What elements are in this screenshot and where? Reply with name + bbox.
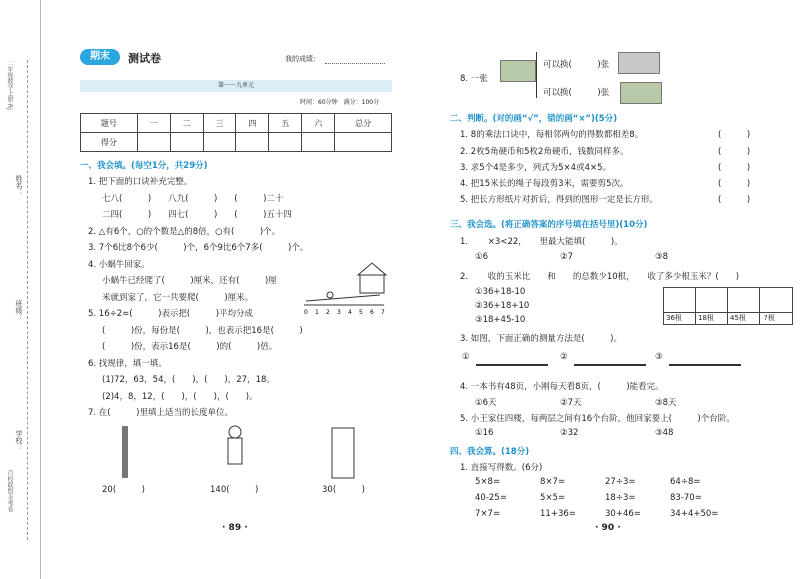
choice-option: ①6天 [475, 398, 497, 408]
spine-text: 二年级数学上册·RJ [6, 60, 13, 110]
choice-option: ② [560, 352, 568, 362]
choice-option: ③ [655, 352, 663, 362]
table-row [81, 133, 392, 152]
ruler-tick: 7 [381, 309, 385, 316]
question-5b: ( )份，每份是( )，也表示把16是( ) [102, 326, 303, 336]
table-cell [170, 133, 203, 152]
choice-option: ①16 [475, 428, 494, 438]
judge-3: 3. 求5个4是多少，列式为5×4或4×5。 [460, 163, 612, 173]
section-1-title: 一、我会填。(每空1分，共29分) [80, 161, 208, 171]
calc-item: 27÷3= [605, 477, 636, 487]
question-3: 3. 7个6比8个6少( )个，6个9比6个7多( )个。 [88, 243, 309, 253]
judge-2: 2. 2枚5角硬币和5枚2角硬币，钱数同样多。 [460, 147, 629, 157]
corn-table [663, 287, 793, 325]
calc-item: 7×7= [475, 509, 501, 519]
table-cell: 四 [236, 114, 269, 133]
unit-band: 第一～九单元 [80, 80, 392, 92]
judge-bracket: ( ) [718, 147, 751, 157]
question-1a: 七八( ) 八九( ) ( )二十 [102, 194, 284, 204]
question-5a: 5. 16÷2=( )表示把( )平均分成 [88, 309, 254, 319]
page-header [80, 47, 390, 69]
question-1: 1. 把下面的口诀补充完整。 [88, 177, 193, 187]
question-8: 8. 一张 [460, 74, 488, 84]
question-8b: 可以换( )张 [543, 88, 610, 98]
choice-option: ③8 [655, 252, 669, 262]
banknote-icon [620, 82, 662, 104]
choice-option: ③8天 [655, 398, 677, 408]
girl-icon [229, 426, 241, 438]
bracket-line [536, 52, 537, 98]
calc-item: 83-70= [670, 493, 702, 503]
house-icon [360, 275, 384, 293]
question-6a: (1)72，63，54，( )，( )，27，18。 [102, 375, 275, 385]
calc-item: 11+36= [540, 509, 576, 519]
binding-margin [0, 0, 41, 579]
section-4-title: 四、我会算。(18分) [450, 447, 530, 457]
question-1b: 二四( ) 四七( ) ( )五十四 [102, 210, 292, 220]
judge-4: 4. 把15米长的绳子每段剪3米，需要剪5次。 [460, 179, 629, 189]
table-cell [137, 133, 170, 152]
table-cell [302, 133, 335, 152]
question-4: 4. 小蜗牛回家。 [88, 260, 150, 270]
ruler-tick: 4 [348, 309, 352, 316]
score-label: 我的成绩： [285, 55, 320, 63]
choice-5: 5. 小王家住四楼，每两层之间有16个台阶，他回家要上( )个台阶。 [460, 414, 735, 424]
section-3-title: 三、我会选。(将正确答案的序号填在括号里)(10分) [450, 220, 648, 230]
table-cell: 一 [137, 114, 170, 133]
side-text: 百校联盟金考卷 [6, 470, 13, 512]
ruler-tick: 3 [337, 309, 341, 316]
table-cell: 三 [203, 114, 236, 133]
cut-line [27, 60, 28, 540]
choice-option: ③48 [655, 428, 674, 438]
choice-3: 3. 如图，下面正确的测量方法是( )。 [460, 334, 622, 344]
calc-item: 18÷3= [605, 493, 636, 503]
choice-option: ③18+45-10 [475, 315, 526, 325]
snail-ruler-illustration [300, 255, 392, 317]
judge-bracket: ( ) [718, 163, 751, 173]
calc-item: 40-25= [475, 493, 507, 503]
choice-option: ① [462, 352, 470, 362]
answer-7c: 30( ) [322, 485, 365, 495]
table-cell: 五 [269, 114, 302, 133]
table-cell [236, 133, 269, 152]
question-4b: 米就到家了，它一共要爬( )厘米。 [102, 293, 254, 303]
choice-option: ②7 [560, 252, 574, 262]
question-8a: 可以换( )张 [543, 60, 610, 70]
question-2: 2. △有6个，○的个数是△的8倍，○有( )个。 [88, 227, 281, 237]
choice-option: ②36+18+10 [475, 301, 530, 311]
choice-1: 1. ×3<22， 里最大能填( )。 [460, 237, 623, 247]
judge-5: 5. 把长方形纸片对折后，得到的图形一定是长方形。 [460, 195, 658, 205]
ruler-tick: 0 [304, 309, 308, 316]
ruler-tick: 1 [315, 309, 319, 316]
corn-count: ?根 [764, 314, 775, 322]
calc-item: 5×8= [475, 477, 501, 487]
corn-count: 45根 [730, 314, 746, 322]
corn-count: 18根 [698, 314, 714, 322]
answer-7b: 140( ) [210, 485, 259, 495]
section-2-title: 二、判断。(对的画“√”，错的画“×”)(5分) [450, 114, 618, 124]
banknote-icon [500, 60, 536, 82]
choice-option: ②7天 [560, 398, 582, 408]
judge-bracket: ( ) [718, 195, 751, 205]
calc-item: 5×5= [540, 493, 566, 503]
building-icon [332, 428, 354, 478]
question-6b: (2)4，8，12，( )，( )，( )。 [102, 392, 258, 402]
score-line [325, 63, 385, 64]
question-5c: ( )份，表示16是( )的( )倍。 [102, 342, 278, 352]
measure-diagram-1 [476, 346, 548, 366]
judge-bracket: ( ) [718, 179, 751, 189]
choice-4: 4. 一本书有48页，小刚每天看8页，( )能看完。 [460, 382, 664, 392]
measure-diagram-3 [669, 346, 741, 366]
answer-7a: 20( ) [102, 485, 145, 495]
judge-bracket: ( ) [718, 130, 751, 140]
final-badge: 期末 [80, 49, 120, 65]
slope-line [306, 295, 380, 301]
ruler-tick: 5 [359, 309, 363, 316]
table-cell: 二 [170, 114, 203, 133]
page-number-right: · 90 · [595, 523, 621, 533]
snail-icon [327, 292, 333, 298]
class-label: 班级： [15, 300, 23, 321]
name-label: 姓名： [15, 175, 23, 196]
measure-diagram-2 [574, 346, 646, 366]
house-roof [358, 263, 386, 275]
table-cell: 得分 [81, 133, 138, 152]
calc-item: 34+4+50= [670, 509, 719, 519]
table-cell: 题号 [81, 114, 138, 133]
corn-count: 36根 [666, 314, 682, 322]
banknote-icon [618, 52, 660, 74]
calc-item: 64÷8= [670, 477, 701, 487]
choice-option: ①36+18-10 [475, 287, 526, 297]
pencil-icon [122, 426, 128, 478]
table-row [81, 114, 392, 133]
table-cell [269, 133, 302, 152]
choice-option: ②32 [560, 428, 579, 438]
judge-1: 1. 8的乘法口诀中，每相邻两句的得数都相差8。 [460, 130, 644, 140]
ruler-tick: 2 [326, 309, 330, 316]
page-number-left: · 89 · [222, 523, 248, 533]
table-cell: 六 [302, 114, 335, 133]
question-4a: 小蜗牛已经爬了( )厘米，还有( )厘 [102, 276, 277, 286]
calc-title: 1. 直接写得数。(6分) [460, 463, 543, 473]
table-cell: 总分 [335, 114, 392, 133]
page-title: 测试卷 [128, 52, 161, 65]
calc-item: 8×7= [540, 477, 566, 487]
time-info: 时间：60分钟 满分：100分 [300, 99, 380, 106]
question-6: 6. 找规律，填一填。 [88, 359, 167, 369]
length-unit-pictures [110, 422, 370, 480]
question-7: 7. 在( )里填上适当的长度单位。 [88, 408, 233, 418]
calc-item: 30+46= [605, 509, 641, 519]
choice-2: 2. 收的玉米比 和 的总数少10根， 收了多少根玉米？( ) [460, 272, 740, 282]
choice-option: ①6 [475, 252, 489, 262]
ruler-tick: 6 [370, 309, 374, 316]
table-cell [203, 133, 236, 152]
table-cell [335, 133, 392, 152]
score-table [80, 113, 392, 152]
school-label: 学校： [15, 430, 23, 451]
